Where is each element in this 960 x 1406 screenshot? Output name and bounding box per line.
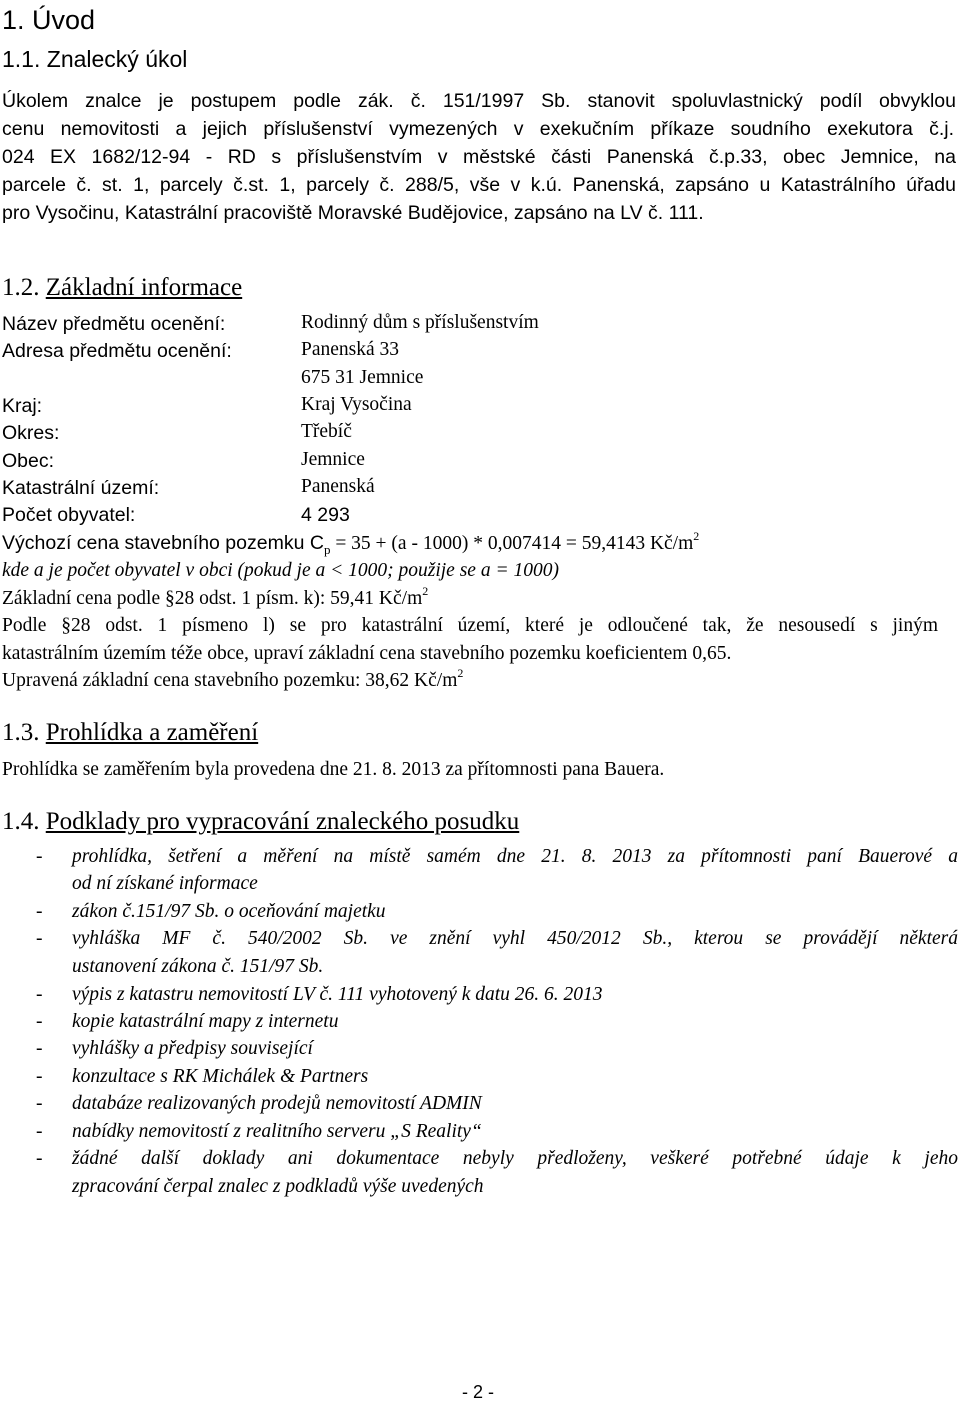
source-item-6: vyhlášky a předpisy související	[72, 1038, 313, 1059]
task-line-1: Úkolem znalce je postupem podle zák. č. 151/1997 Sb. stanovit spoluvlastnický podíl obvyklou	[2, 90, 956, 112]
base-price-formula: = 35 + (a - 1000) * 0,007414 = 59,4143 Kč/m	[330, 533, 694, 554]
district-label: Okres:	[2, 422, 60, 444]
heading-1-4	[2, 808, 519, 836]
heading-1-2-title: Základní informace	[45, 274, 243, 301]
heading-1-1	[2, 46, 187, 73]
task-line-3: 024 EX 1682/12-94 - RD s příslušenstvím v městské části Panenská č.p.33, obec Jemnice, na	[2, 146, 956, 168]
heading-1-4-number: 1.4.	[2, 808, 40, 835]
district-value: Třebíč	[301, 421, 352, 442]
heading-1-3-title: Prohlídka a zaměření	[45, 719, 259, 746]
address-label: Adresa předmětu ocenění:	[2, 340, 232, 362]
task-line-5: pro Vysočinu, Katastrální pracoviště Moravské Budějovice, zapsáno na LV č. 111.	[2, 202, 704, 224]
region-label: Kraj:	[2, 395, 43, 417]
heading-1-title: Úvod	[32, 5, 96, 35]
source-item-9: nabídky nemovitostí z realitního serveru „S Reality“	[72, 1121, 482, 1142]
heading-1-number: 1.	[2, 5, 25, 35]
source-item-3-line-2: ustanovení zákona č. 151/97 Sb.	[72, 956, 324, 977]
heading-1-2-number: 1.2.	[2, 274, 40, 301]
heading-1-2	[2, 274, 242, 302]
inspection-text: Prohlídka se zaměřením byla provedena dne 21. 8. 2013 za přítomnosti pana Bauera.	[2, 759, 665, 780]
adjusted-price-text: Upravená základní cena stavebního pozemku: 38,62 Kč/m	[2, 670, 458, 691]
address-value-city: 675 31 Jemnice	[301, 367, 424, 388]
sources-list	[0, 846, 960, 1206]
region-value: Kraj Vysočina	[301, 394, 412, 415]
heading-1-4-title: Podklady pro vypracování znaleckého posudku	[45, 808, 520, 835]
adjusted-price-line	[2, 665, 464, 692]
source-item-8: databáze realizovaných prodejů nemovitostí ADMIN	[72, 1093, 482, 1114]
coefficient-line-2: katastrálním územím téže obce, upraví základní cena stavebního pozemku koeficientem 0,65.	[2, 643, 732, 664]
list-bullet: -	[36, 1093, 43, 1114]
list-bullet: -	[36, 928, 43, 949]
base-price-prefix: Výchozí cena stavebního pozemku C	[2, 532, 324, 554]
heading-1-1-number: 1.1.	[2, 46, 41, 72]
list-bullet: -	[36, 984, 43, 1005]
coefficient-line-1: Podle §28 odst. 1 písmeno l) se pro katastrální území, které je odloučené tak, že nesousedí s jiným	[2, 615, 938, 636]
source-item-7: konzultace s RK Michálek & Partners	[72, 1066, 369, 1087]
page-number: - 2 -	[462, 1382, 495, 1402]
population-note: kde a je počet obyvatel v obci (pokud je a < 1000; použije se a = 1000)	[2, 560, 559, 581]
list-bullet: -	[36, 901, 43, 922]
list-bullet: -	[36, 1066, 43, 1087]
source-item-2: zákon č.151/97 Sb. o oceňování majetku	[72, 901, 386, 922]
source-item-1-line-1: prohlídka, šetření a měření na místě samém dne 21. 8. 2013 za přítomnosti paní Bauerové a	[72, 846, 958, 867]
basic-price-line	[2, 583, 429, 610]
base-price-subscript: p	[323, 541, 331, 557]
list-bullet: -	[36, 1148, 43, 1169]
municipality-label: Obec:	[2, 450, 55, 472]
basic-price-superscript: 2	[422, 583, 429, 598]
source-item-10-line-2: zpracování čerpal znalec z podkladů výše uvedených	[72, 1176, 484, 1197]
subject-label: Název předmětu ocenění:	[2, 313, 226, 335]
base-price-line	[2, 528, 700, 557]
basic-price-text: Základní cena podle §28 odst. 1 písm. k): 59,41 Kč/m	[2, 588, 423, 609]
source-item-3-line-1: vyhláška MF č. 540/2002 Sb. ve znění vyhl 450/2012 Sb., kterou se provádějí některá	[72, 928, 958, 949]
adjusted-price-superscript: 2	[457, 665, 464, 680]
task-line-2: cenu nemovitosti a jejich příslušenství vymezených v exekučním příkaze soudního exekutora č.j.	[2, 118, 954, 140]
list-bullet: -	[36, 1011, 43, 1032]
heading-1-3	[2, 719, 258, 747]
list-bullet: -	[36, 1038, 43, 1059]
source-item-1-line-2: od ní získané informace	[72, 873, 258, 894]
heading-1	[2, 5, 95, 36]
list-bullet: -	[36, 846, 43, 867]
municipality-value: Jemnice	[301, 449, 365, 470]
source-item-4: výpis z katastru nemovitostí LV č. 111 vyhotovený k datu 26. 6. 2013	[72, 984, 603, 1005]
cadastre-label: Katastrální území:	[2, 477, 160, 499]
population-label: Počet obyvatel:	[2, 504, 136, 526]
heading-1-1-title: Znalecký úkol	[46, 46, 188, 72]
source-item-10-line-1: žádné další doklady ani dokumentace nebyly předloženy, veškeré potřebné údaje k jeho	[72, 1148, 958, 1169]
heading-1-3-number: 1.3.	[2, 719, 40, 746]
cadastre-value: Panenská	[301, 476, 375, 497]
address-value-street: Panenská 33	[301, 339, 400, 360]
source-item-5: kopie katastrální mapy z internetu	[72, 1011, 339, 1032]
subject-value: Rodinný dům s příslušenstvím	[301, 312, 539, 333]
population-value: 4 293	[301, 504, 350, 526]
task-line-4: parcele č. st. 1, parcely č.st. 1, parcely č. 288/5, vše v k.ú. Panenská, zapsáno u Katastrálního úřadu	[2, 174, 956, 196]
base-price-superscript: 2	[693, 528, 700, 543]
list-bullet: -	[36, 1121, 43, 1142]
